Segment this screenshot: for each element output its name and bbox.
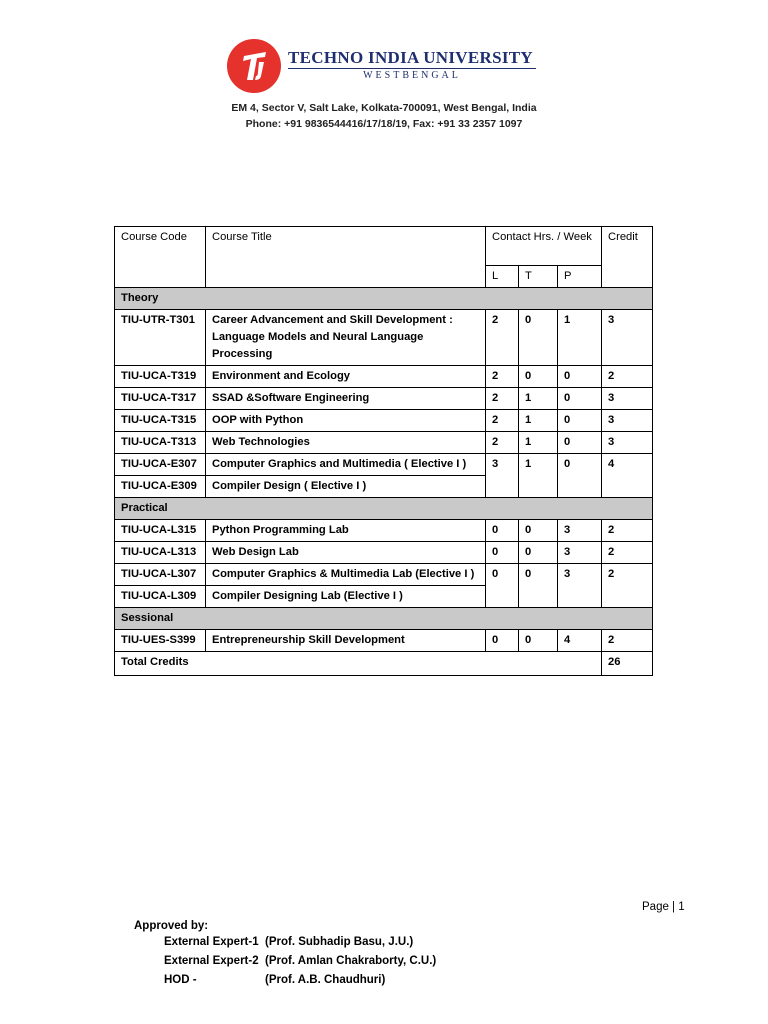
lecture-hours: 2 bbox=[486, 410, 519, 432]
approver-name: (Prof. Amlan Chakraborty, C.U.) bbox=[265, 955, 437, 967]
header-l: L bbox=[486, 266, 519, 288]
lecture-hours: 3 bbox=[486, 454, 519, 498]
table-row bbox=[115, 366, 653, 388]
course-code: TIU-UTR-T301 bbox=[115, 310, 206, 366]
practical-hours: 0 bbox=[558, 366, 602, 388]
table-row bbox=[115, 542, 653, 564]
credit-value: 3 bbox=[602, 410, 653, 432]
practical-rows bbox=[115, 520, 653, 564]
approver-line bbox=[164, 936, 413, 948]
total-credits-row bbox=[115, 652, 653, 676]
approver-name: (Prof. A.B. Chaudhuri) bbox=[265, 974, 386, 986]
section-label: Theory bbox=[115, 288, 653, 310]
title-divider bbox=[288, 68, 536, 69]
practical-hours: 3 bbox=[558, 564, 602, 608]
header-t: T bbox=[519, 266, 558, 288]
table-row bbox=[115, 520, 653, 542]
total-credits-label: Total Credits bbox=[115, 652, 602, 676]
practical-hours: 3 bbox=[558, 542, 602, 564]
elective-practical-rows bbox=[115, 564, 653, 608]
course-code: TIU-UCA-L307 bbox=[115, 564, 206, 586]
lecture-hours: 0 bbox=[486, 564, 519, 608]
sessional-rows bbox=[115, 630, 653, 652]
tutorial-hours: 1 bbox=[519, 432, 558, 454]
tutorial-hours: 1 bbox=[519, 388, 558, 410]
course-title: Web Technologies bbox=[206, 432, 486, 454]
credit-value: 3 bbox=[602, 432, 653, 454]
approver-role: HOD - bbox=[164, 974, 197, 986]
section-row-theory bbox=[115, 288, 653, 310]
practical-hours: 3 bbox=[558, 520, 602, 542]
lecture-hours: 0 bbox=[486, 542, 519, 564]
approved-by-label: Approved by: bbox=[134, 920, 209, 932]
section-label: Sessional bbox=[115, 608, 653, 630]
credit-value: 3 bbox=[602, 310, 653, 366]
header-credit: Credit bbox=[602, 227, 653, 288]
course-code: TIU-UCA-E307 bbox=[115, 454, 206, 476]
tutorial-hours: 0 bbox=[519, 630, 558, 652]
approver-name: (Prof. Subhadip Basu, J.U.) bbox=[265, 936, 414, 948]
page-number: Page | 1 bbox=[642, 901, 685, 913]
university-subtitle: WESTBENGAL bbox=[363, 70, 461, 81]
lecture-hours: 2 bbox=[486, 388, 519, 410]
tutorial-hours: 0 bbox=[519, 564, 558, 608]
practical-hours: 1 bbox=[558, 310, 602, 366]
course-title: Career Advancement and Skill Development : Language Models and Neural Language Processing bbox=[206, 310, 486, 366]
course-title: Entrepreneurship Skill Development bbox=[206, 630, 486, 652]
header-course-code: Course Code bbox=[115, 227, 206, 288]
course-title: OOP with Python bbox=[206, 410, 486, 432]
course-code: TIU-UCA-T315 bbox=[115, 410, 206, 432]
course-title: SSAD &Software Engineering bbox=[206, 388, 486, 410]
course-code: TIU-UCA-T317 bbox=[115, 388, 206, 410]
theory-rows bbox=[115, 310, 653, 454]
lecture-hours: 0 bbox=[486, 520, 519, 542]
tutorial-hours: 0 bbox=[519, 310, 558, 366]
tutorial-hours: 0 bbox=[519, 520, 558, 542]
university-name: TECHNO INDIA UNIVERSITY bbox=[288, 48, 533, 67]
credit-value: 2 bbox=[602, 630, 653, 652]
header-course-title: Course Title bbox=[206, 227, 486, 288]
lecture-hours: 2 bbox=[486, 432, 519, 454]
course-title: Environment and Ecology bbox=[206, 366, 486, 388]
course-title: Compiler Designing Lab (Elective I ) bbox=[206, 586, 486, 608]
lecture-hours: 2 bbox=[486, 366, 519, 388]
tutorial-hours: 0 bbox=[519, 542, 558, 564]
table-row bbox=[115, 388, 653, 410]
practical-hours: 4 bbox=[558, 630, 602, 652]
approver-line bbox=[164, 955, 436, 967]
course-title: Computer Graphics and Multimedia ( Elective I ) bbox=[206, 454, 486, 476]
table-row bbox=[115, 410, 653, 432]
tutorial-hours: 0 bbox=[519, 366, 558, 388]
address-line: EM 4, Sector V, Salt Lake, Kolkata-700091, West Bengal, India bbox=[231, 102, 537, 114]
practical-hours: 0 bbox=[558, 432, 602, 454]
table-row bbox=[115, 630, 653, 652]
course-title: Computer Graphics & Multimedia Lab (Elective I ) bbox=[206, 564, 486, 586]
approver-role: External Expert-1 bbox=[164, 936, 259, 948]
practical-hours: 0 bbox=[558, 454, 602, 498]
course-code: TIU-UES-S399 bbox=[115, 630, 206, 652]
practical-hours: 0 bbox=[558, 410, 602, 432]
credit-value: 2 bbox=[602, 564, 653, 608]
section-row-practical bbox=[115, 498, 653, 520]
total-credits-value: 26 bbox=[602, 652, 653, 676]
tutorial-hours: 1 bbox=[519, 410, 558, 432]
course-code: TIU-UCA-L313 bbox=[115, 542, 206, 564]
course-code: TIU-UCA-E309 bbox=[115, 476, 206, 498]
elective-theory-rows bbox=[115, 454, 653, 498]
course-code: TIU-UCA-T319 bbox=[115, 366, 206, 388]
approver-role: External Expert-2 bbox=[164, 955, 259, 967]
section-row-sessional bbox=[115, 608, 653, 630]
header-contact-hours: Contact Hrs. / Week bbox=[486, 227, 602, 266]
table-header-row bbox=[115, 227, 653, 266]
university-logo-icon bbox=[226, 38, 282, 94]
practical-hours: 0 bbox=[558, 388, 602, 410]
table-row bbox=[115, 310, 653, 366]
credit-value: 2 bbox=[602, 520, 653, 542]
phone-line: Phone: +91 9836544416/17/18/19, Fax: +91 33 2357 1097 bbox=[245, 118, 523, 130]
credit-value: 3 bbox=[602, 388, 653, 410]
section-label: Practical bbox=[115, 498, 653, 520]
course-title: Web Design Lab bbox=[206, 542, 486, 564]
credit-value: 4 bbox=[602, 454, 653, 498]
lecture-hours: 2 bbox=[486, 310, 519, 366]
approver-line bbox=[164, 974, 385, 986]
course-code: TIU-UCA-L309 bbox=[115, 586, 206, 608]
letterhead bbox=[0, 30, 768, 100]
course-table bbox=[114, 226, 653, 676]
table-row bbox=[115, 564, 653, 586]
header-p: P bbox=[558, 266, 602, 288]
course-title: Python Programming Lab bbox=[206, 520, 486, 542]
course-code: TIU-UCA-L315 bbox=[115, 520, 206, 542]
course-code: TIU-UCA-T313 bbox=[115, 432, 206, 454]
course-title: Compiler Design ( Elective I ) bbox=[206, 476, 486, 498]
tutorial-hours: 1 bbox=[519, 454, 558, 498]
table-row bbox=[115, 432, 653, 454]
lecture-hours: 0 bbox=[486, 630, 519, 652]
credit-value: 2 bbox=[602, 542, 653, 564]
table-row bbox=[115, 454, 653, 476]
credit-value: 2 bbox=[602, 366, 653, 388]
